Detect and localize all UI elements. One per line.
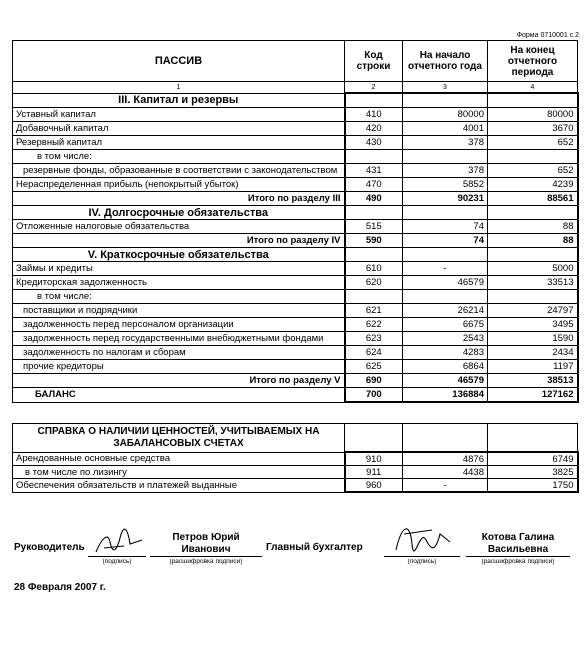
row-name: Резервный капитал — [13, 136, 345, 150]
row-code: 430 — [345, 136, 403, 150]
col-header-name: ПАССИВ — [13, 41, 345, 82]
col-number: 4 — [488, 82, 578, 94]
row-end: 3670 — [488, 122, 578, 136]
row-end: 127162 — [488, 388, 578, 403]
total-row — [13, 374, 578, 388]
row-name: Итого по разделу III — [13, 192, 345, 206]
col-header-code: Код строки — [345, 41, 403, 82]
row-name: задолженность по налогам и сборам — [13, 346, 345, 360]
row-end: 3825 — [488, 466, 578, 479]
row-name: в том числе: — [13, 150, 345, 164]
head-name: Петров Юрий Иванович — [172, 532, 240, 555]
col-number: 1 — [13, 82, 345, 94]
row-code: 690 — [345, 374, 403, 388]
table-row — [13, 220, 578, 234]
table-row — [13, 466, 578, 479]
row-end: 6749 — [488, 452, 578, 466]
row-name: поставщики и подрядчики — [13, 304, 345, 318]
head-sign-line — [88, 556, 146, 557]
row-end: 88 — [488, 220, 578, 234]
row-name: Арендованные основные средства — [13, 452, 345, 466]
row-code: 620 — [345, 276, 403, 290]
row-end: 80000 — [488, 108, 578, 122]
row-name: Уставный капитал — [13, 108, 345, 122]
accountant-label: Главный бухгалтер — [266, 542, 363, 553]
table-row — [13, 150, 578, 164]
total-row — [13, 192, 578, 206]
section-row — [13, 206, 578, 220]
table-row — [13, 346, 578, 360]
row-start: 90231 — [403, 192, 488, 206]
row-name: в том числе по лизингу — [13, 466, 345, 479]
decode-caption: (расшифровка подписи) — [169, 558, 243, 565]
row-end: 1197 — [488, 360, 578, 374]
row-name: Займы и кредиты — [13, 262, 345, 276]
balance-row — [13, 388, 578, 403]
table-row — [13, 479, 578, 493]
row-code: 625 — [345, 360, 403, 374]
table-row — [13, 262, 578, 276]
off-balance-table — [12, 423, 579, 493]
row-start: 378 — [403, 164, 488, 178]
section-title: III. Капитал и резервы — [13, 93, 345, 108]
table-row — [13, 164, 578, 178]
section-row — [13, 248, 578, 262]
row-code: 410 — [345, 108, 403, 122]
accountant-name: Котова Галина Васильевна — [481, 532, 555, 555]
row-end: 1590 — [488, 332, 578, 346]
table-row — [13, 136, 578, 150]
row-name: резервные фонды, образованные в соответствии с законодательством — [13, 164, 345, 178]
row-start: 378 — [403, 136, 488, 150]
row-name: Кредиторская задолженность — [13, 276, 345, 290]
row-code: 960 — [345, 479, 403, 493]
row-end: 3495 — [488, 318, 578, 332]
row-end: 24797 — [488, 304, 578, 318]
row-name: задолженность перед персоналом организации — [13, 318, 345, 332]
row-name: Итого по разделу IV — [13, 234, 345, 248]
row-name: Отложенные налоговые обязательства — [13, 220, 345, 234]
row-end: 652 — [488, 164, 578, 178]
row-end: 652 — [488, 136, 578, 150]
head-name-line — [150, 556, 262, 557]
row-code: 420 — [345, 122, 403, 136]
row-code: 622 — [345, 318, 403, 332]
row-start: 4283 — [403, 346, 488, 360]
row-name: в том числе: — [13, 290, 345, 304]
col-header-start: На начало отчетного года — [403, 41, 488, 82]
row-name: прочие кредиторы — [13, 360, 345, 374]
row-start: 5852 — [403, 178, 488, 192]
row-start: 6864 — [403, 360, 488, 374]
row-name: Итого по разделу V — [13, 374, 345, 388]
section-title: V. Краткосрочные обязательства — [13, 248, 345, 262]
row-end: 33513 — [488, 276, 578, 290]
liabilities-table — [12, 40, 579, 403]
row-code: 590 — [345, 234, 403, 248]
row-code: 624 — [345, 346, 403, 360]
table-row — [13, 360, 578, 374]
section-title: IV. Долгосрочные обязательства — [13, 206, 345, 220]
row-start: 80000 — [403, 108, 488, 122]
table-row — [13, 332, 578, 346]
row-name: Нераспределенная прибыль (непокрытый убыток) — [13, 178, 345, 192]
row-start: 46579 — [403, 374, 488, 388]
row-end: 2434 — [488, 346, 578, 360]
table-row — [13, 108, 578, 122]
table-row — [13, 276, 578, 290]
row-start: 2543 — [403, 332, 488, 346]
row-start: 46579 — [403, 276, 488, 290]
table-row — [13, 178, 578, 192]
row-start: 6675 — [403, 318, 488, 332]
table-row — [13, 122, 578, 136]
signature-block — [14, 530, 584, 580]
row-start: 136884 — [403, 388, 488, 403]
col-number: 3 — [403, 82, 488, 94]
row-code: 911 — [345, 466, 403, 479]
row-start: 4001 — [403, 122, 488, 136]
form-code: Форма 0710001 с.2 — [516, 32, 579, 39]
table-row — [13, 290, 578, 304]
off-balance-title: СПРАВКА О НАЛИЧИИ ЦЕННОСТЕЙ, УЧИТЫВАЕМЫХ НА ЗАБАЛАНСОВЫХ СЧЕТАХ — [13, 424, 345, 453]
row-end: 1750 — [488, 479, 578, 493]
row-start: 4438 — [403, 466, 488, 479]
sign-caption: (подпись) — [102, 558, 132, 565]
row-code: 610 — [345, 262, 403, 276]
row-code: 490 — [345, 192, 403, 206]
row-code: 700 — [345, 388, 403, 403]
row-code: 470 — [345, 178, 403, 192]
row-start: 4876 — [403, 452, 488, 466]
table-row — [13, 318, 578, 332]
row-start: 74 — [403, 220, 488, 234]
accountant-signature-icon — [392, 520, 454, 558]
row-name: задолженность перед государственными внебюджетными фондами — [13, 332, 345, 346]
sign-caption: (подпись) — [407, 558, 437, 565]
row-code: 621 — [345, 304, 403, 318]
document-date: 28 Февраля 2007 г. — [14, 582, 106, 593]
row-end: 4239 — [488, 178, 578, 192]
row-end: 5000 — [488, 262, 578, 276]
row-start: - — [403, 262, 488, 276]
accountant-name-line — [466, 556, 570, 557]
table-row — [13, 452, 578, 466]
row-code: 910 — [345, 452, 403, 466]
row-code: 515 — [345, 220, 403, 234]
row-end: 88 — [488, 234, 578, 248]
decode-caption: (расшифровка подписи) — [481, 558, 555, 565]
row-start: 26214 — [403, 304, 488, 318]
col-header-end: На конец отчетного периода — [488, 41, 578, 82]
accountant-sign-line — [384, 556, 460, 557]
row-end: 88561 — [488, 192, 578, 206]
head-label: Руководитель — [14, 542, 85, 553]
head-signature-icon — [94, 528, 144, 558]
row-code: 431 — [345, 164, 403, 178]
table-row — [13, 304, 578, 318]
col-number: 2 — [345, 82, 403, 94]
section-row — [13, 93, 578, 108]
row-name: БАЛАНС — [13, 388, 345, 403]
row-start: 74 — [403, 234, 488, 248]
total-row — [13, 234, 578, 248]
row-code: 623 — [345, 332, 403, 346]
row-name: Добавочный капитал — [13, 122, 345, 136]
row-name: Обеспечения обязательств и платежей выданные — [13, 479, 345, 493]
row-start: - — [403, 479, 488, 493]
row-end: 38513 — [488, 374, 578, 388]
